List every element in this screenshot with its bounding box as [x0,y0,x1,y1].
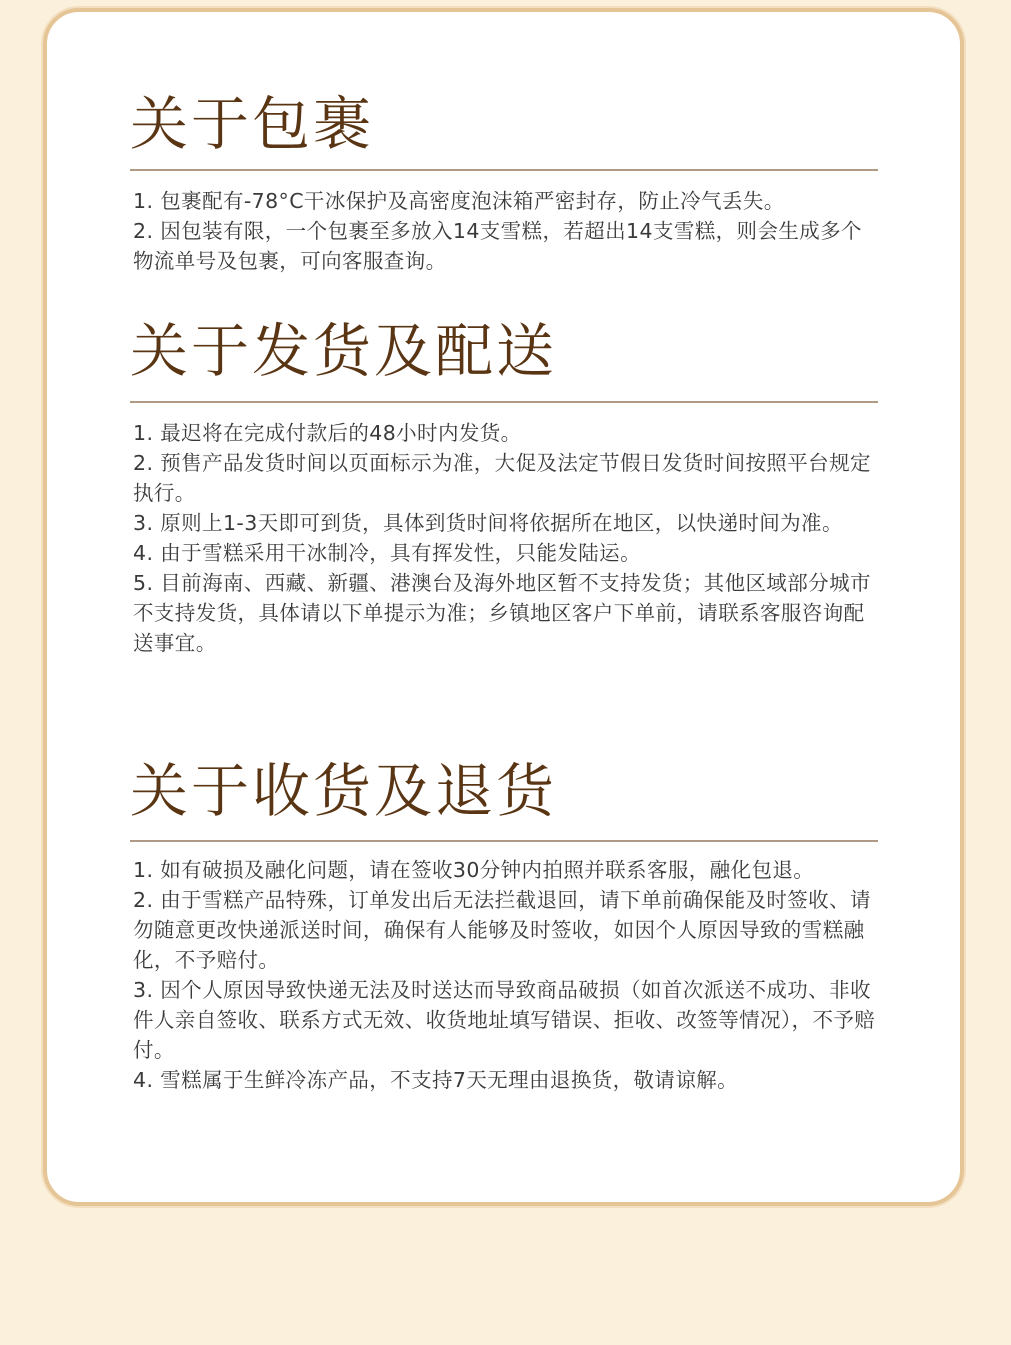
section-title-shipping: 关于发货及配送 [130,317,558,385]
package-list [133,186,878,276]
divider-returns [130,840,878,842]
section-title-package: 关于包裹 [130,90,375,158]
list-item: 5. 目前海南、西藏、新疆、港澳台及海外地区暂不支持发货；其他区域部分城市不支持发货，具体请以下单提示为准；乡镇地区客户下单前，请联系客服咨询配送事宜。 [133,571,871,655]
list-item: 4. 雪糕属于生鲜冷冻产品，不支持7天无理由退换货，敬请谅解。 [133,1068,739,1092]
shipping-list [133,418,878,658]
returns-list [133,855,878,1095]
section-title-returns: 关于收货及退货 [130,757,558,825]
list-item: 2. 由于雪糕产品特殊，订单发出后无法拦截退回，请下单前确保能及时签收、请勿随意更改快递派送时间，确保有人能够及时签收，如因个人原因导致的雪糕融化，不予赔付。 [133,888,871,972]
list-item: 4. 由于雪糕采用干冰制冷，具有挥发性，只能发陆运。 [133,541,641,565]
list-item: 3. 原则上1-3天即可到货，具体到货时间将依据所在地区，以快递时间为准。 [133,511,843,535]
list-item: 1. 包裹配有-78°C干冰保护及高密度泡沫箱严密封存，防止冷气丢失。 [133,189,785,213]
list-item: 3. 因个人原因导致快递无法及时送达而导致商品破损（如首次派送不成功、非收件人亲自签收、联系方式无效、收货地址填写错误、拒收、改签等情况），不予赔付。 [133,978,876,1062]
list-item: 2. 预售产品发货时间以页面标示为准，大促及法定节假日发货时间按照平台规定执行。 [133,451,871,505]
list-item: 2. 因包装有限，一个包裹至多放入14支雪糕，若超出14支雪糕，则会生成多个物流单号及包裹，可向客服查询。 [133,219,862,273]
divider-package [130,169,878,171]
list-item: 1. 最迟将在完成付款后的48小时内发货。 [133,421,522,445]
list-item: 1. 如有破损及融化问题，请在签收30分钟内拍照并联系客服，融化包退。 [133,858,815,882]
divider-shipping [130,401,878,403]
